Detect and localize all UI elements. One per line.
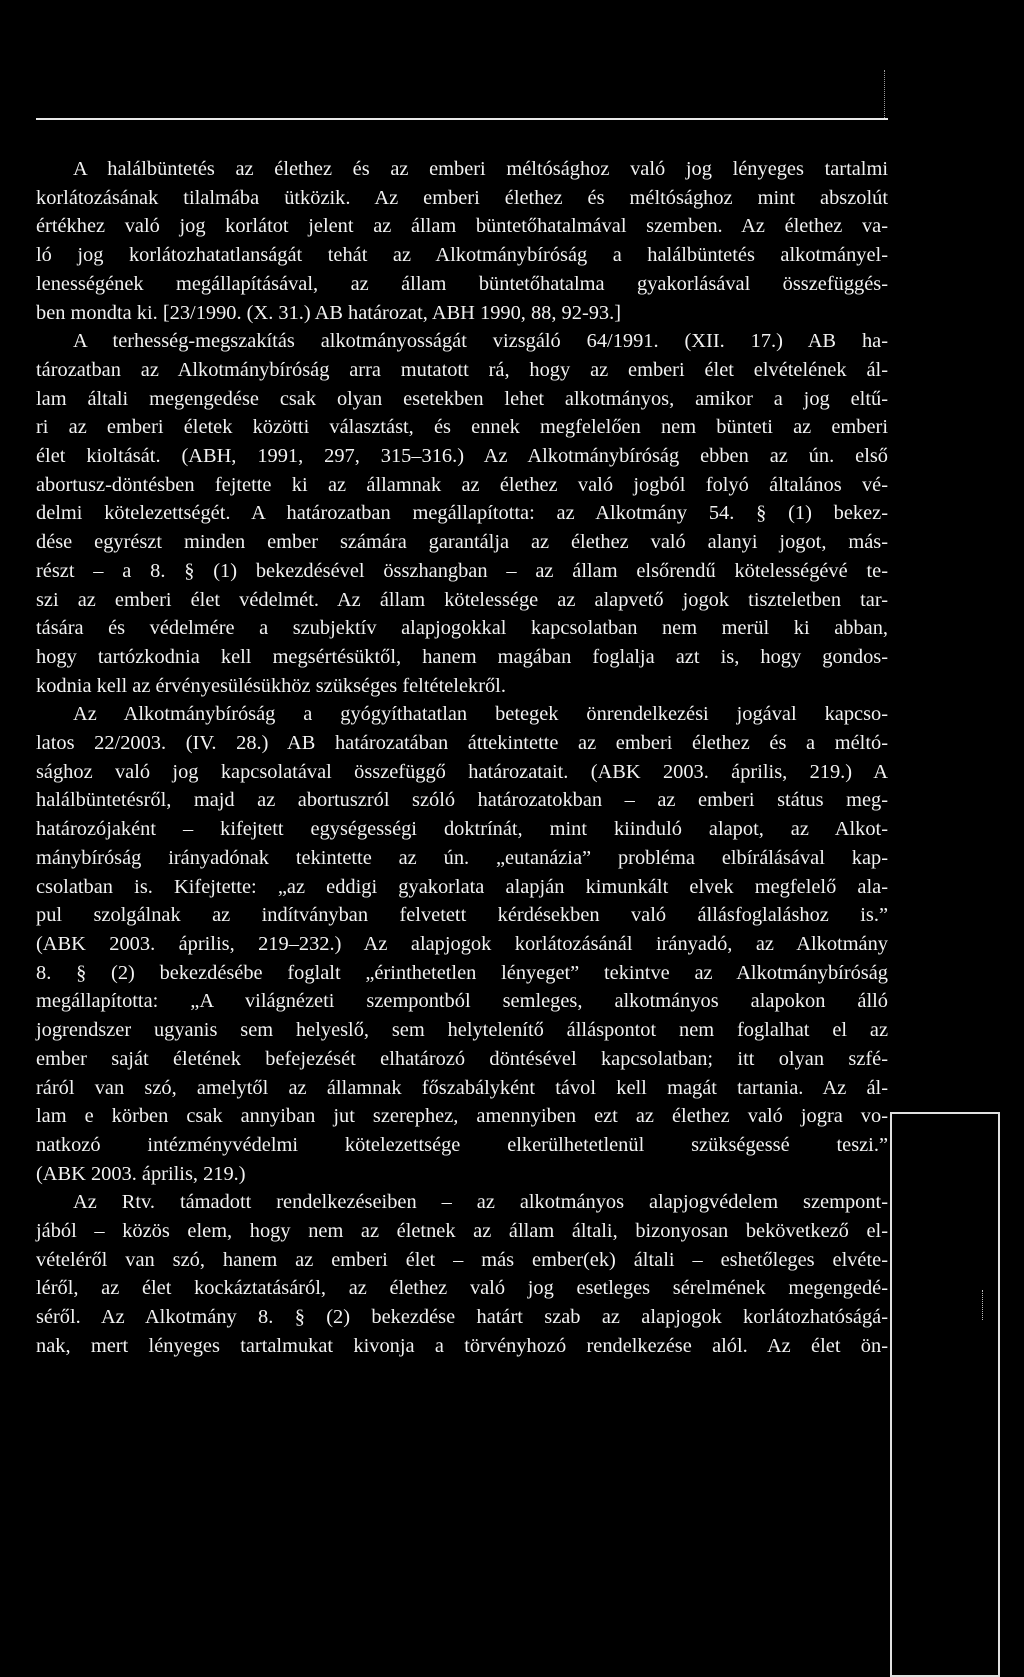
text-line: tására és védelmére a szubjektív alapjogokkal kapcsolatban nem merül ki abban, bbox=[36, 617, 888, 640]
text-line: natkozó intézményvédelmi kötelezettsége elkerülhetetlenül szükségessé teszi.” bbox=[36, 1133, 888, 1156]
text-line: szi az emberi élet védelmét. Az állam kötelessége az alapvető jogok tiszteletben tar- bbox=[36, 588, 888, 611]
text-line: pul szolgálnak az indítványban felvetett kérdésekben való állásfoglaláshoz is.” bbox=[36, 904, 888, 927]
text-line: csolatban is. Kifejtette: „az eddigi gyakorlata alapján kimunkált elvek megfelelő ala- bbox=[36, 875, 888, 898]
text-line: jogrendszer ugyanis sem helyeslő, sem helytelenítő álláspontot nem foglalhat el az bbox=[36, 1019, 888, 1042]
text-line: léről, az élet kockáztatásáról, az élethez való jog esetleges sérelmének megengedé- bbox=[36, 1277, 888, 1300]
text-line: (ABK 2003. április, 219–232.) Az alapjogok korlátozásánál irányadó, az Alkotmány bbox=[36, 932, 888, 955]
text-line: vételéről van szó, hanem az emberi élet – más ember(ek) általi – eshetőleges elvéte- bbox=[36, 1248, 888, 1271]
text-line: abortusz-döntésben fejtette ki az államnak az élethez való jogból folyó általános vé- bbox=[36, 473, 888, 496]
text-line: kodnia kell az érvényesülésükhöz szükséges feltételekről. bbox=[36, 674, 506, 697]
header-rule bbox=[36, 118, 888, 120]
text-line: A terhesség-megszakítás alkotmányosságát vizsgáló 64/1991. (XII. 17.) AB ha- bbox=[73, 330, 888, 353]
text-line: tározatban az Alkotmánybíróság arra mutatott rá, hogy az emberi élet elvételének ál- bbox=[36, 358, 888, 381]
text-line: hogy tartózkodnia kell megsértésüktől, hanem magában foglalja azt is, hogy gondos- bbox=[36, 645, 888, 668]
text-line: értékhez való jog korlátot jelent az állam büntetőhatalmával szemben. Az élethez va- bbox=[36, 215, 888, 238]
text-line: ri az emberi életek közötti választást, és ennek megfelelően nem bünteti az emberi bbox=[36, 416, 888, 439]
text-line: megállapította: „A világnézeti szempontból semleges, alkotmányos alapokon álló bbox=[36, 990, 888, 1013]
text-line: lenességének megállapításával, az állam büntetőhatalma gyakorlásával összefüggés- bbox=[36, 272, 888, 295]
text-line: mánybíróság irányadónak tekintette az ún. „eutanázia” probléma elbírálásával kap- bbox=[36, 846, 888, 869]
text-line: nak, mert lényeges tartalmukat kivonja a törvényhozó rendelkezése alól. Az élet ön- bbox=[36, 1334, 888, 1357]
text-line: részt – a 8. § (1) bekezdésével összhangban – az állam elsőrendű kötelességévé te- bbox=[36, 559, 888, 582]
text-line: korlátozásának tilalmába ütközik. Az emberi élethez és méltósághoz mint abszolút bbox=[36, 186, 888, 209]
text-line: dése egyrészt minden ember számára garantálja az élethez való alanyi jogot, más- bbox=[36, 531, 888, 554]
text-line: határozójaként – kifejtett egységességi doktrínát, mint kiinduló alapot, az Alkot- bbox=[36, 818, 888, 841]
text-line: ráról van szó, amelytől az államnak főszabályként távol kell magát tartania. Az ál- bbox=[36, 1076, 888, 1099]
text-line: ben mondta ki. [23/1990. (X. 31.) AB határozat, ABH 1990, 88, 92-93.] bbox=[36, 301, 622, 324]
scan-artifact-tick bbox=[982, 1290, 984, 1320]
text-line: Az Alkotmánybíróság a gyógyíthatatlan betegek önrendelkezési jogával kapcso- bbox=[73, 703, 888, 726]
text-line: 8. § (2) bekezdésébe foglalt „érinthetetlen lényeget” tekintve az Alkotmánybíróság bbox=[36, 961, 888, 984]
text-line: Az Rtv. támadott rendelkezéseiben – az alkotmányos alapjogvédelem szempont- bbox=[73, 1191, 888, 1214]
text-line: latos 22/2003. (IV. 28.) AB határozatában áttekintette az emberi élethez és a méltó- bbox=[36, 732, 888, 755]
text-line: ember saját életének befejezését elhatározó döntésével kapcsolatban; itt olyan szfé- bbox=[36, 1047, 888, 1070]
text-line: halálbüntetésről, majd az abortuszról szóló határozatokban – az emberi státus meg- bbox=[36, 789, 888, 812]
scan-artifact-mark bbox=[884, 70, 886, 118]
text-line: delmi kötelezettségét. A határozatban megállapította: az Alkotmány 54. § (1) bekez- bbox=[36, 502, 888, 525]
document-body bbox=[36, 155, 888, 1361]
text-line: A halálbüntetés az élethez és az emberi méltósághoz való jog lényeges tartalmi bbox=[73, 158, 888, 180]
text-line: jából – közös elem, hogy nem az életnek az állam általi, bizonyosan bekövetkező el- bbox=[36, 1220, 888, 1243]
text-line: sághoz való jog kapcsolatával összefüggő határozatait. (ABK 2003. április, 219.) A bbox=[36, 760, 888, 783]
text-line: élet kioltását. (ABH, 1991, 297, 315–316.) Az Alkotmánybíróság ebben az ún. első bbox=[36, 445, 888, 468]
text-line: lam e körben csak annyiban jut szerephez, amennyiben ezt az élethez való jogra vo- bbox=[36, 1105, 888, 1128]
text-line: (ABK 2003. április, 219.) bbox=[36, 1162, 246, 1185]
text-line: ló jog korlátozhatatlanságát tehát az Alkotmánybíróság a halálbüntetés alkotmányel- bbox=[36, 244, 888, 267]
text-line: lam általi megengedése csak olyan esetekben lehet alkotmányos, amikor a jog eltű- bbox=[36, 387, 888, 410]
margin-box bbox=[890, 1112, 1000, 1677]
text-line: séről. Az Alkotmány 8. § (2) bekezdése határt szab az alapjogok korlátozhatóságá- bbox=[36, 1306, 888, 1329]
